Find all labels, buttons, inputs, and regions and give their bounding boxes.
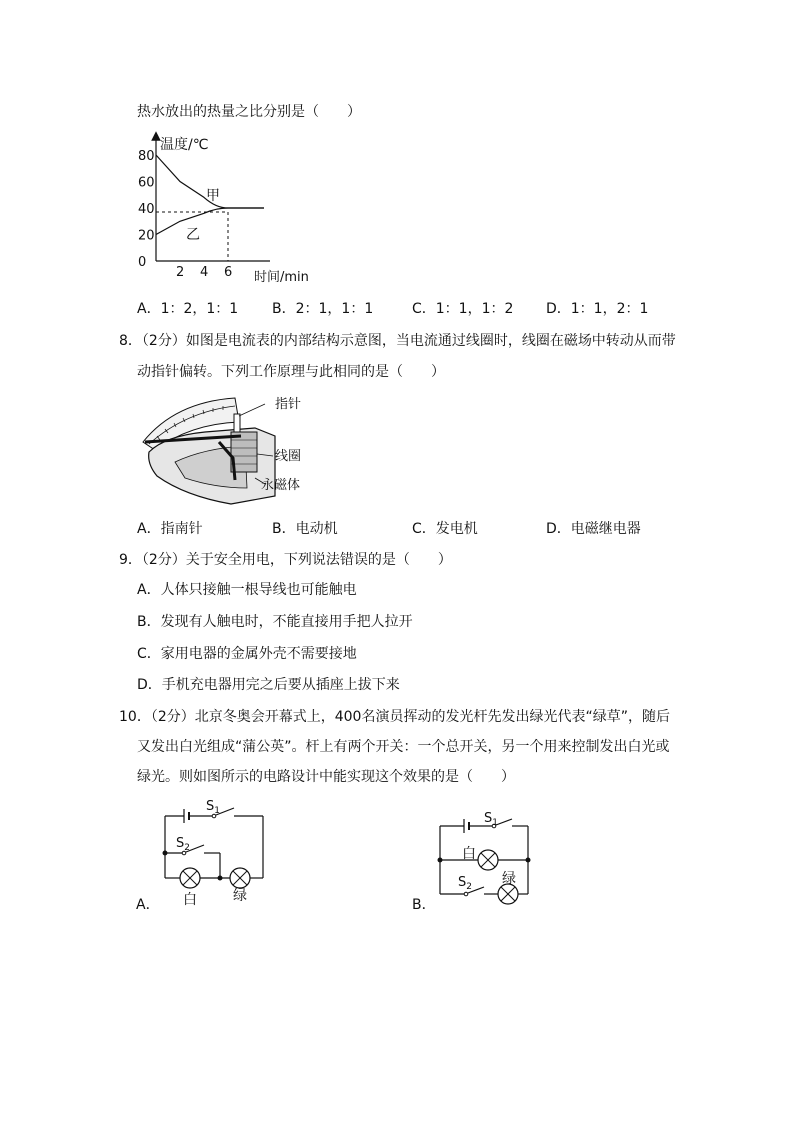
q9-option-b[interactable]: B．发现有人触电时，不能直接用手把人拉开 (137, 614, 413, 630)
circuit-b-option-label: B． (412, 897, 436, 913)
q9-stem: 9．（2分）关于安全用电，下列说法错误的是（ ） (119, 552, 452, 568)
q7-option-a[interactable]: A．1：2，1：1 (137, 301, 239, 317)
lamp-white-label: 白 (183, 892, 197, 908)
s1-label: $S_1$ (206, 799, 220, 816)
s1-label: $S_1$ (484, 811, 498, 828)
lamp-green-label: 绿 (502, 871, 516, 887)
q7-temperature-chart (110, 130, 310, 290)
q7-option-c[interactable]: C．1：1，1：2 (412, 301, 514, 317)
q8-stem-line1: 8．（2分）如图是电流表的内部结构示意图，当电流通过线圈时，线圈在磁场中转动从而带 (119, 333, 676, 349)
y-axis-label: 温度/℃ (160, 137, 209, 153)
s2-label: $S_2$ (458, 875, 472, 892)
s2-label: $S_2$ (176, 836, 190, 853)
q8-option-d[interactable]: D．电磁继电器 (546, 521, 641, 537)
circuit-a-option-label: A． (136, 897, 160, 913)
lamp-green-label: 绿 (233, 888, 247, 904)
switch-s1 (496, 819, 512, 825)
x-tick-labels (176, 265, 232, 280)
q10-stem-line3: 绿光。则如图所示的电路设计中能实现这个效果的是（ ） (137, 769, 515, 785)
q8-option-c[interactable]: C．发电机 (412, 521, 478, 537)
q10-stem-line1: 10．（2分）北京冬奥会开幕式上，400名演员挥动的发光杆先发出绿光代表“绿草”，随后 (119, 709, 670, 725)
series-label-yi: 乙 (186, 227, 200, 243)
series-label-jia: 甲 (206, 188, 220, 204)
q9-option-a[interactable]: A．人体只接触一根导线也可能触电 (137, 582, 357, 598)
q7-option-b[interactable]: B．2：1，1：1 (272, 301, 374, 317)
y-tick-label: 60 (138, 175, 155, 191)
y-tick-label: 20 (138, 228, 155, 244)
circuit-a-figure[interactable] (130, 796, 290, 916)
y-tick-labels (138, 149, 155, 270)
y-tick-label: 0 (138, 255, 147, 270)
ammeter-structure-figure (135, 392, 325, 504)
q9-option-c[interactable]: C．家用电器的金属外壳不需要接地 (137, 646, 357, 662)
q8-option-b[interactable]: B．电动机 (272, 521, 338, 537)
lamp-white-label: 白 (462, 846, 476, 862)
circuit-b-figure[interactable] (406, 806, 546, 926)
label-magnet: 永磁体 (261, 478, 301, 493)
q7-option-d[interactable]: D．1：1，2：1 (546, 301, 649, 317)
y-tick-label: 40 (138, 202, 155, 217)
q8-stem-line2: 动指针偏转。下列工作原理与此相同的是（ ） (137, 364, 445, 380)
label-coil: 线圈 (275, 449, 302, 464)
label-pointer: 指针 (275, 397, 302, 412)
x-axis-label: 时间/min (254, 270, 309, 285)
x-tick-label: 2 (176, 265, 185, 280)
q8-option-a[interactable]: A．指南针 (137, 521, 203, 537)
q10-stem-line2: 又发出白光组成“蒲公英”。杆上有两个开关：一个总开关，另一个用来控制发出白光或 (137, 739, 670, 755)
q7-stem-tail: 热水放出的热量之比分别是（ ） (137, 104, 361, 120)
y-tick-label: 80 (138, 149, 155, 164)
x-tick-label: 6 (224, 265, 233, 280)
x-tick-label: 4 (200, 265, 209, 280)
q9-option-d[interactable]: D．手机充电器用完之后要从插座上拔下来 (137, 677, 400, 693)
